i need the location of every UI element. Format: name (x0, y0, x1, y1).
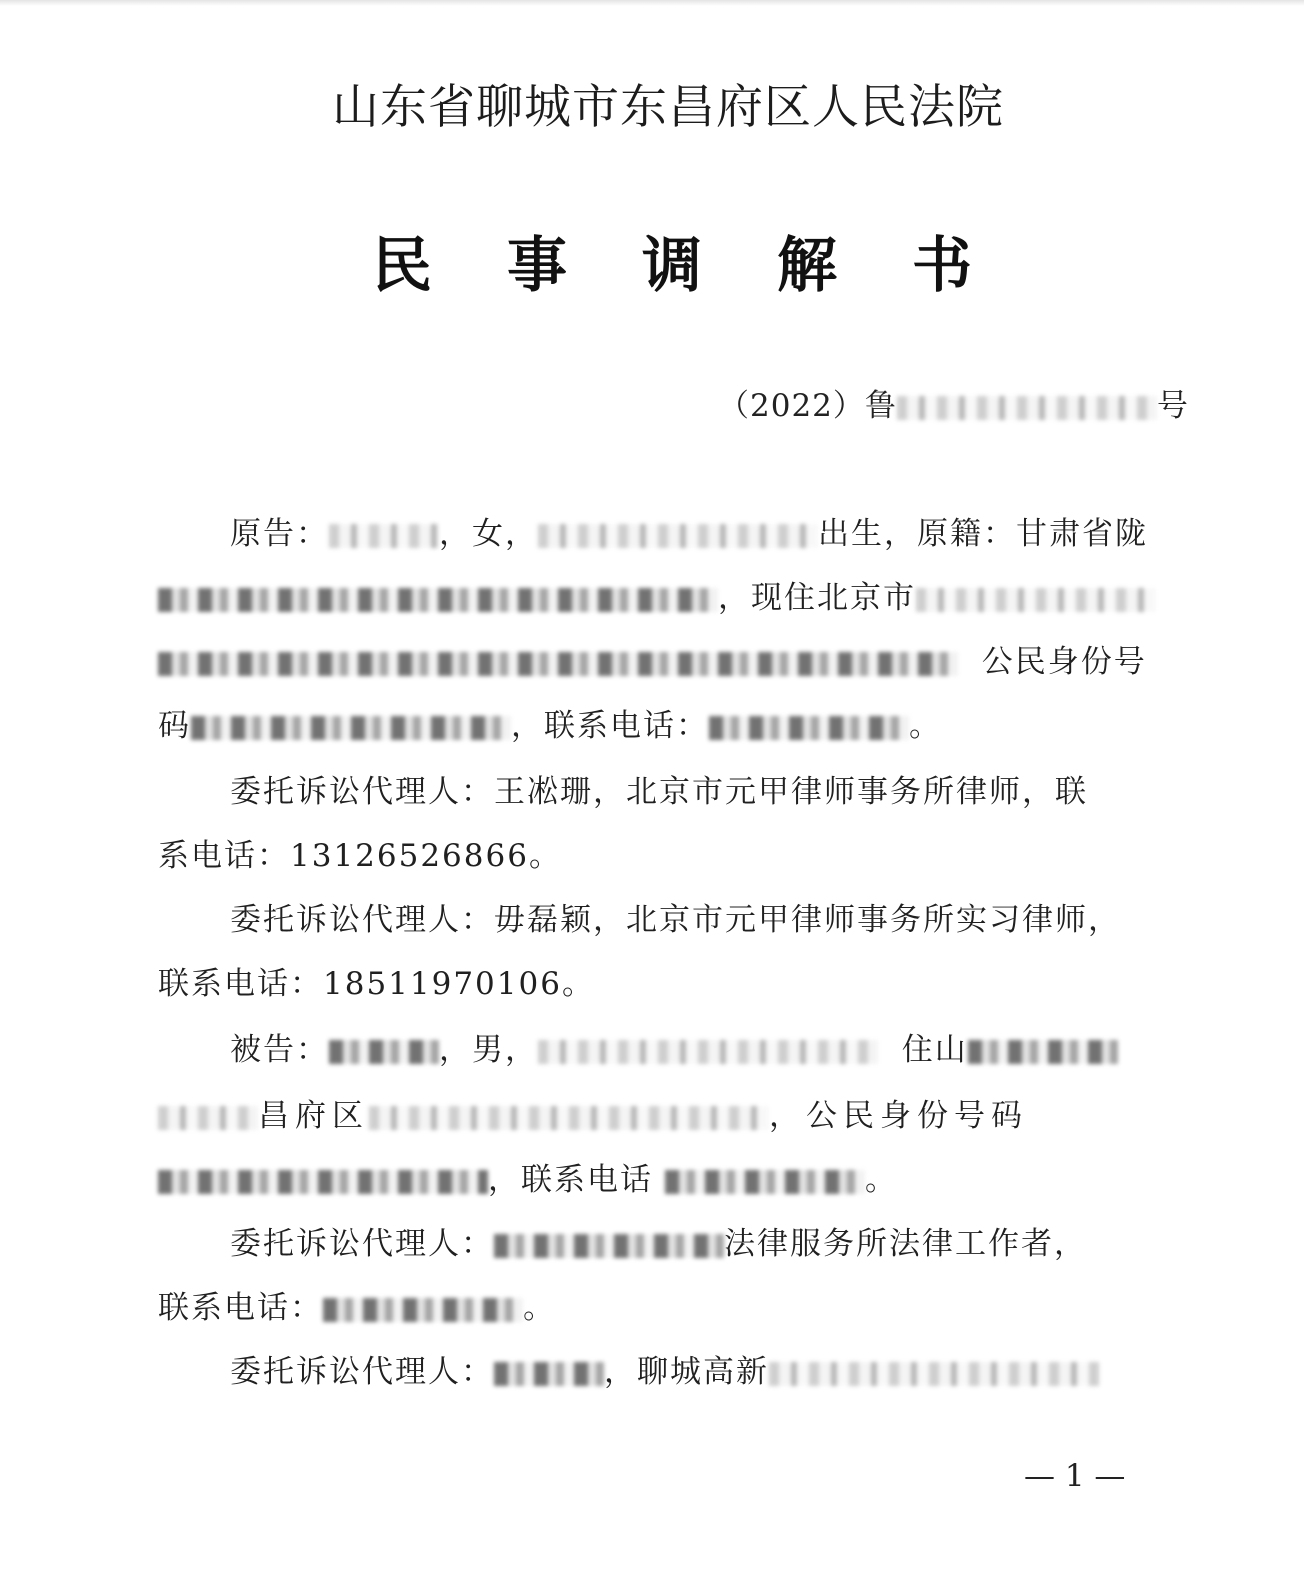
defendant-gender: ，男， (439, 1032, 538, 1068)
case-number (718, 380, 1189, 425)
defendant-district: 昌府区 (258, 1098, 369, 1134)
redaction-block (538, 1040, 878, 1064)
defendant-phone-label: ，联系电话 (488, 1162, 653, 1198)
title-char: 书 (912, 231, 972, 301)
defendant-label: 被告： (230, 1032, 329, 1068)
defendant-line-1 (230, 1024, 1118, 1069)
plaintiff-id-label-cont: 码 (158, 708, 191, 744)
redaction-block (494, 1362, 604, 1386)
redaction-block (158, 1170, 488, 1194)
agent1-line-1: 委托诉讼代理人：王凇珊，北京市元甲律师事务所律师，联 (230, 774, 1088, 810)
case-number-prefix: （2022）鲁 (718, 388, 897, 424)
defendant-line-3 (158, 1154, 898, 1199)
title-char: 事 (507, 231, 567, 301)
defendant-id-label: ，公民身份号码 (769, 1098, 1028, 1134)
document-title (372, 218, 972, 304)
plaintiff-id-label: 公民身份号 (981, 644, 1147, 680)
redaction-block (329, 524, 439, 548)
page-edge (0, 0, 1304, 6)
redaction-block (158, 588, 718, 612)
redaction-block (916, 588, 1156, 612)
redaction-block (538, 524, 818, 548)
agent3-line-2 (158, 1282, 556, 1327)
agent3-phone-label: 联系电话： (158, 1290, 323, 1326)
defendant-live: 住山 (901, 1032, 968, 1068)
case-number-suffix: 号 (1156, 388, 1189, 424)
plaintiff-line-4 (158, 700, 942, 745)
plaintiff-phone-label: ，联系电话： (511, 708, 709, 744)
plaintiff-residence: ，现住北京市 (718, 580, 916, 616)
agent2-line-2: 联系电话：18511970106。 (158, 966, 595, 1002)
title-char: 民 (372, 231, 432, 301)
agent3-org: 法律服务所法律工作者， (724, 1226, 1087, 1262)
plaintiff-line-3 (158, 636, 1147, 681)
redaction-block (191, 716, 511, 740)
title-char: 解 (777, 231, 837, 301)
redaction-block (665, 1170, 865, 1194)
redaction-block (897, 396, 1157, 420)
agent1-line-2: 系电话：13126526866。 (158, 838, 562, 874)
redaction-block (494, 1234, 724, 1258)
period: 。 (864, 1162, 898, 1198)
redaction-block (709, 716, 909, 740)
redaction-block (323, 1298, 523, 1322)
redaction-block (158, 652, 958, 676)
plaintiff-line-1 (230, 508, 1148, 553)
page-number: — 1 — (1024, 1458, 1126, 1494)
period: 。 (523, 1290, 556, 1326)
plaintiff-origin: 出生，原籍：甘肃省陇 (818, 516, 1148, 552)
plaintiff-label: 原告： (230, 516, 329, 552)
agent4-label: 委托诉讼代理人： (230, 1354, 494, 1390)
court-name: 山东省聊城市东昌府区人民法院 (332, 80, 1004, 135)
agent4-line-1 (230, 1346, 1099, 1391)
period: 。 (909, 708, 942, 744)
redaction-block (968, 1040, 1118, 1064)
agent3-line-1 (230, 1218, 1087, 1263)
plaintiff-gender: ，女， (439, 516, 538, 552)
agent2-line-1: 委托诉讼代理人：毋磊颖，北京市元甲律师事务所实习律师， (230, 902, 1121, 938)
redaction-block (329, 1040, 439, 1064)
agent3-label: 委托诉讼代理人： (230, 1226, 494, 1262)
defendant-line-2 (158, 1090, 1028, 1135)
title-char: 调 (642, 231, 702, 301)
agent4-org: ，聊城高新 (604, 1354, 769, 1390)
plaintiff-line-2 (158, 572, 1156, 617)
redaction-block (158, 1106, 258, 1130)
redaction-block (769, 1362, 1099, 1386)
redaction-block (369, 1106, 769, 1130)
